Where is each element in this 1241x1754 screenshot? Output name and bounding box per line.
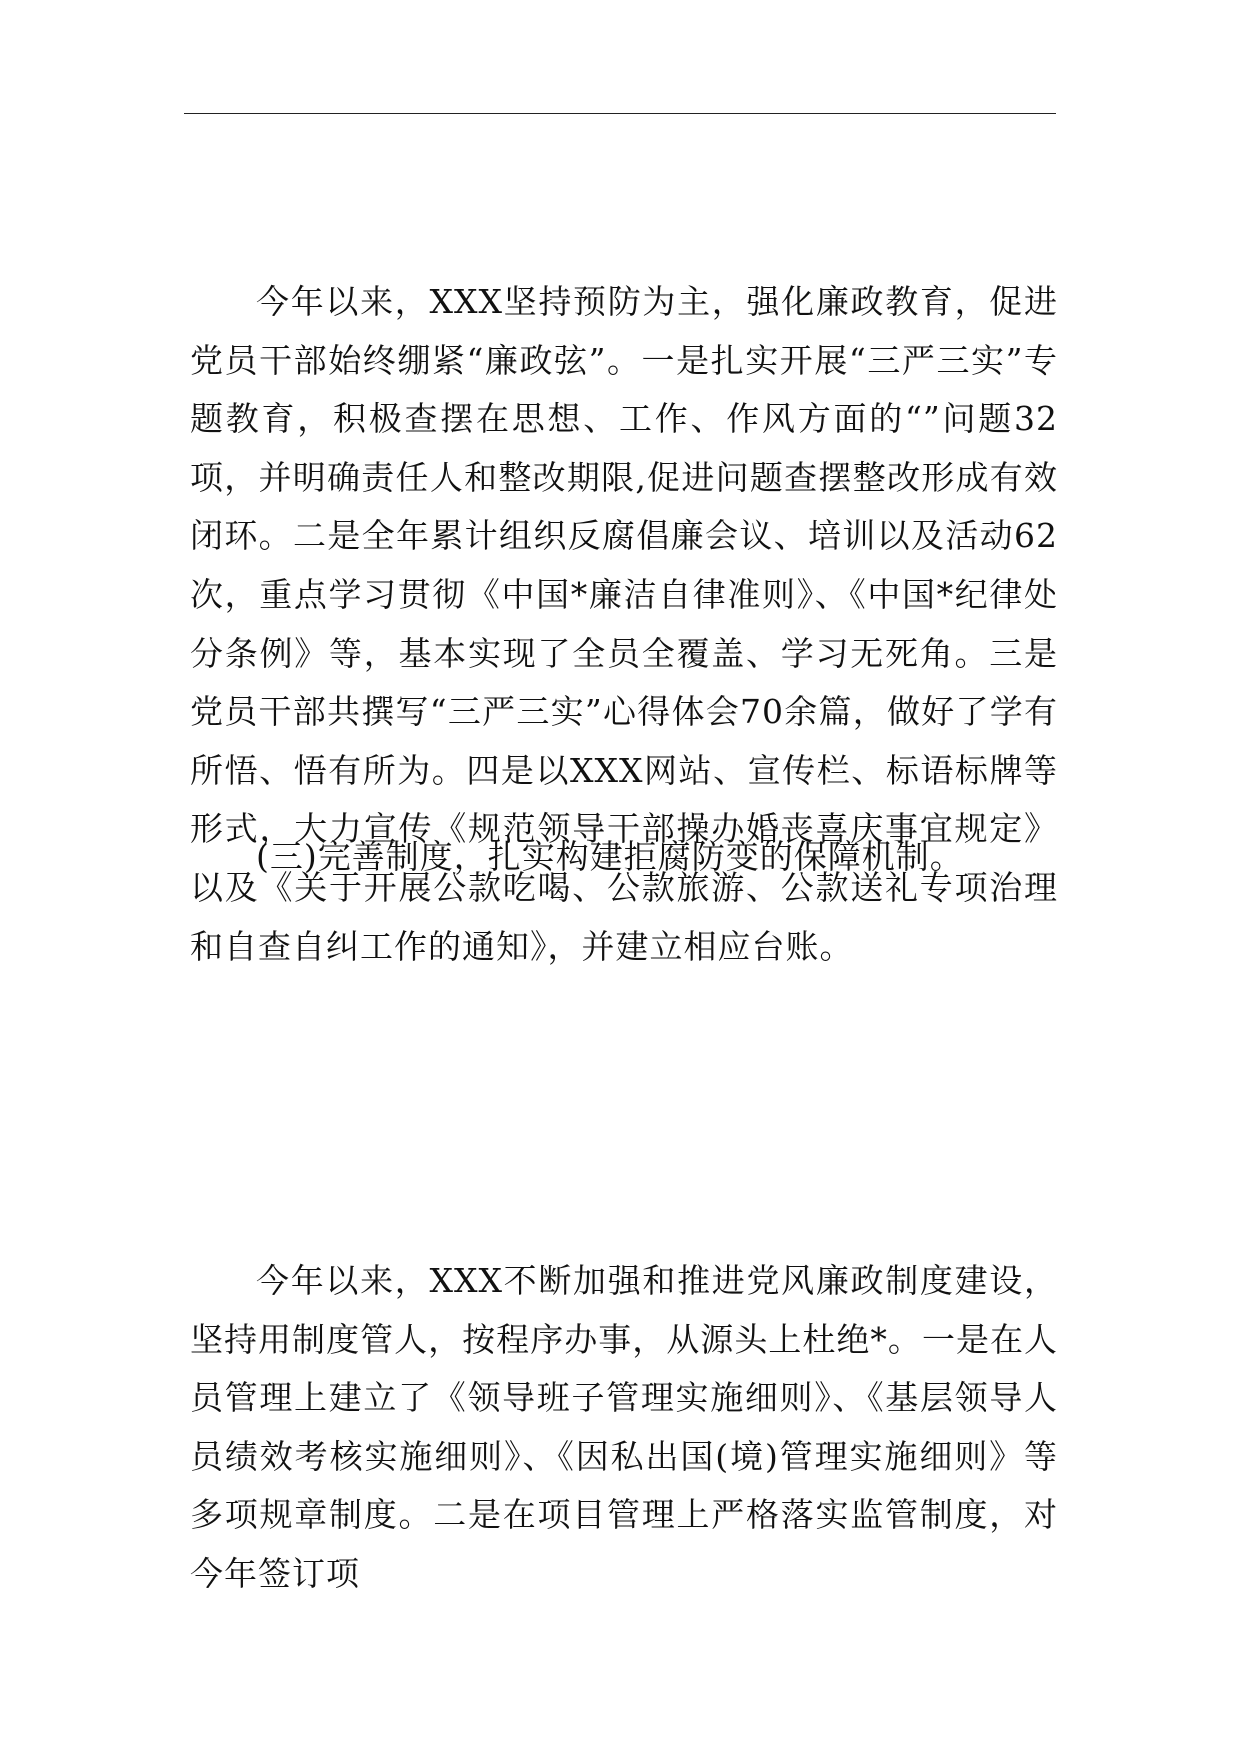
paragraph-education: 今年以来，XXX坚持预防为主，强化廉政教育，促进党员干部始终绷紧“廉政弦”。一是扎实开展“三严三实”专题教育，积极查摆在思想、工作、作风方面的“”问题32项，并明确责任人和整改期限,促进问题查摆整改形成有效闭环。二是全年累计组织反腐倡廉会议、培训以及活动62次，重点学习贯彻《中国*廉洁自律准则》、《中国*纪律处分条例》等，基本实现了全员全覆盖、学习无死角。三是党员干部共撰写“三严三实”心得体会70余篇，做好了学有所悟、悟有所为。四是以XXX网站、宣传栏、标语标牌等形式，大力宣传《规范领导干部操办婚丧喜庆事宜规定》以及《关于开展公款吃喝、公款旅游、公款送礼专项治理和自查自纠工作的通知》，并建立相应台账。 — [190, 282, 1058, 966]
header-rule — [184, 113, 1056, 114]
section-heading-3: (三)完善制度，扎实构建拒腐防变的保障机制。 — [256, 837, 964, 876]
paragraph-system-building: 今年以来，XXX不断加强和推进党风廉政制度建设，坚持用制度管人，按程序办事，从源头上杜绝*。一是在人员管理上建立了《领导班子管理实施细则》、《基层领导人员绩效考核实施细则》、《因私出国(境)管理实施细则》等多项规章制度。二是在项目管理上严格落实监管制度，对今年签订项 — [190, 1261, 1058, 1593]
